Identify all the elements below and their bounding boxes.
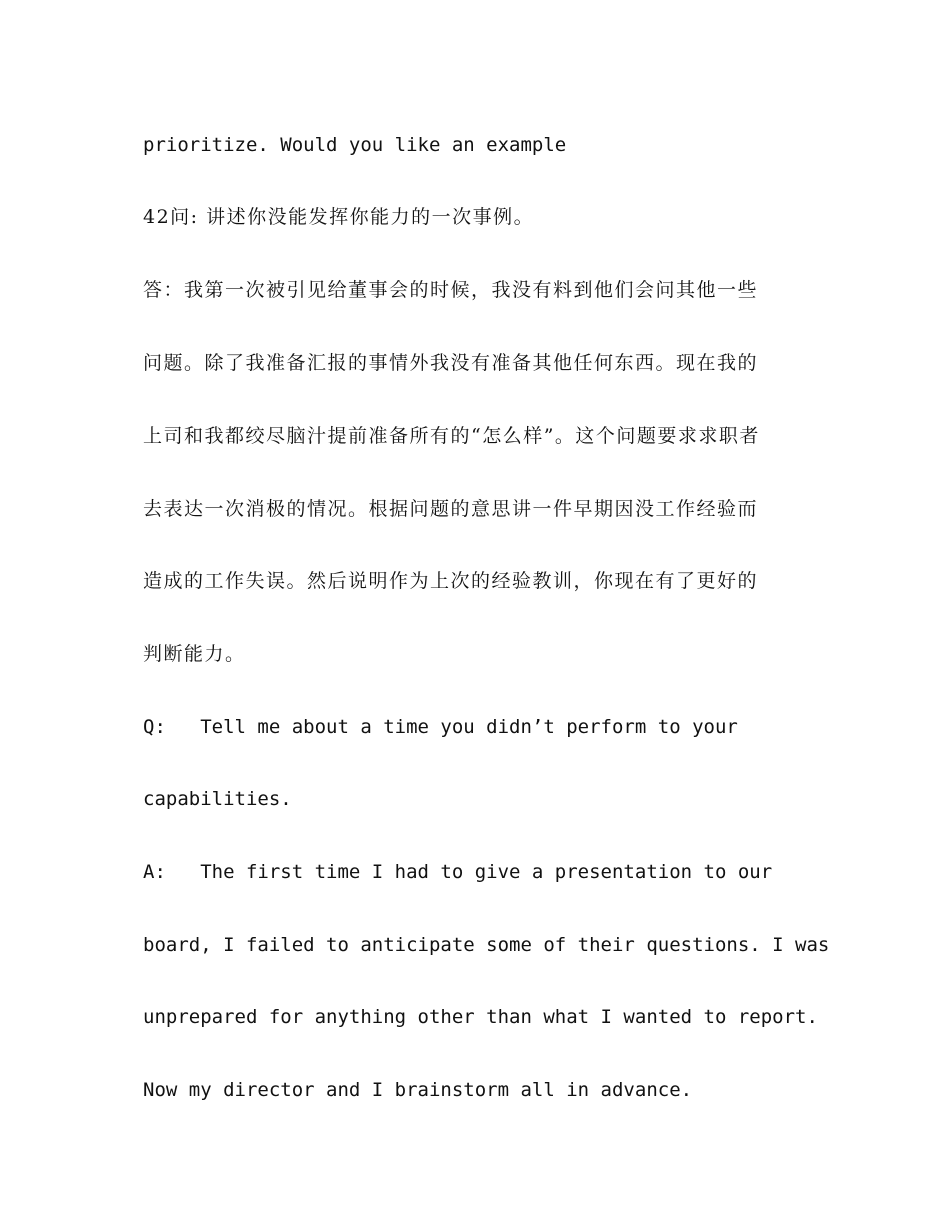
answer-line-6: 判断能力。 xyxy=(143,643,246,665)
answer-line-2: 问题。除了我准备汇报的事情外我没有准备其他任何东西。现在我的 xyxy=(143,352,759,374)
text-line-1: prioritize. Would you like an example xyxy=(143,134,567,156)
answer-line-5: 造成的工作失误。然后说明作为上次的经验教训，你现在有了更好的 xyxy=(143,570,759,592)
english-answer-line-4: Now my director and I brainstorm all in advance. xyxy=(143,1079,693,1101)
english-question-line-2: capabilities. xyxy=(143,788,292,810)
english-answer-line-3: unprepared for anything other than what I wanted to report. xyxy=(143,1006,818,1028)
answer-line-4: 去表达一次消极的情况。根据问题的意思讲一件早期因没工作经验而 xyxy=(143,498,759,520)
answer-line-1: 答：我第一次被引见给董事会的时候，我没有料到他们会问其他一些 xyxy=(143,279,759,301)
question-42-heading: 42问: 讲述你没能发挥你能力的一次事例。 xyxy=(143,206,535,228)
english-answer-line-1: A: The first time I had to give a presentation to our xyxy=(143,861,773,883)
english-question-line-1: Q: Tell me about a time you didn’t perform to your xyxy=(143,716,738,738)
answer-line-3: 上司和我都绞尽脑汁提前准备所有的“怎么样”。这个问题要求求职者 xyxy=(143,425,760,447)
english-answer-line-2: board, I failed to anticipate some of their questions. I was xyxy=(143,934,830,956)
